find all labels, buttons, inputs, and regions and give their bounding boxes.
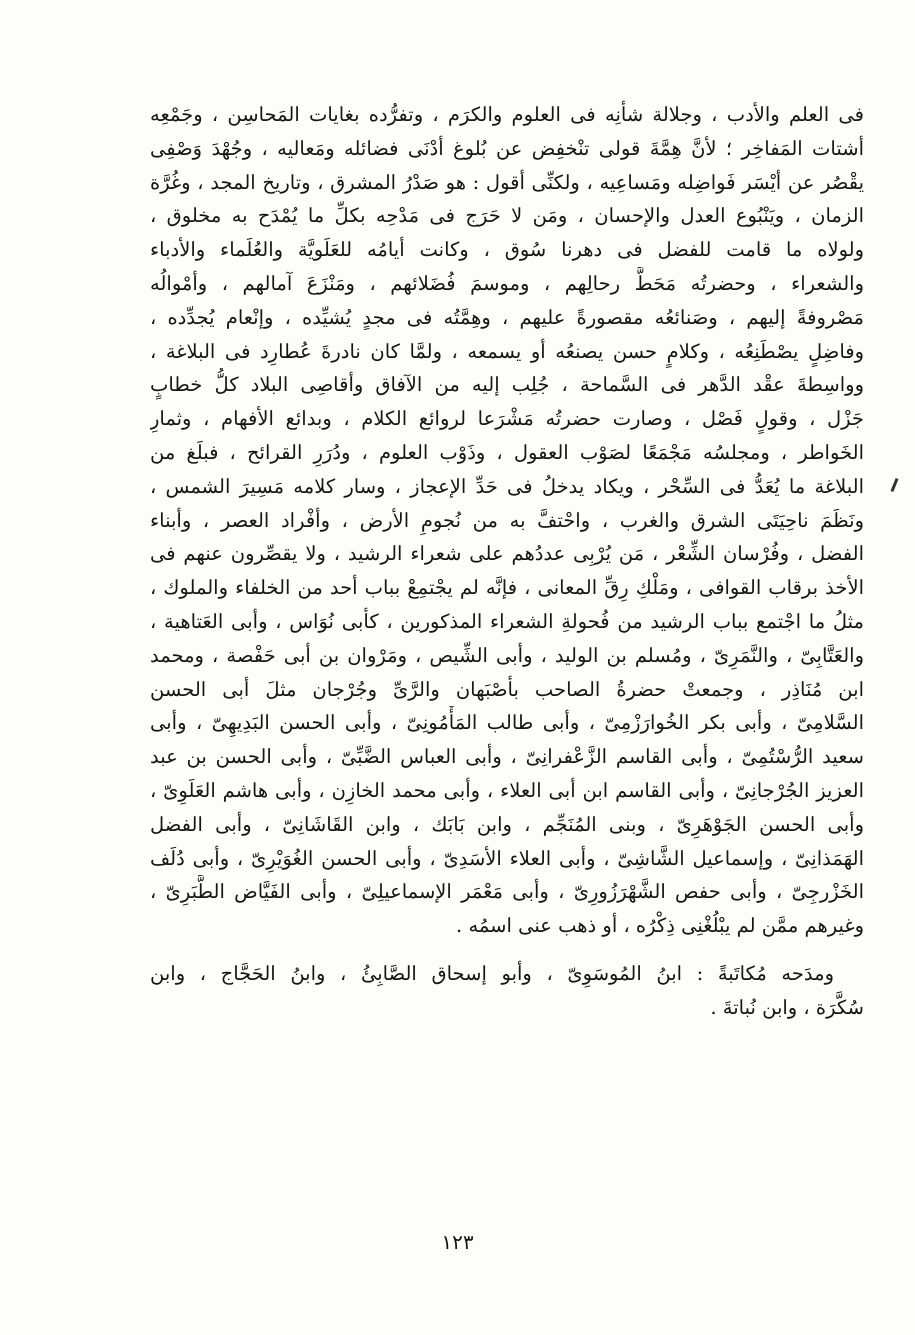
main-text bbox=[150, 98, 864, 1025]
text-line: العزيز الجُرْجانِىّ ، وأبى القاسم ابن أبى العلاء ، وأبى محمد الخازِن ، وأبى هاشم العَلَوِىّ ، bbox=[150, 778, 864, 802]
text-line: والعَتَّابِىّ ، والنَّمَرِىّ ، ومُسلم بن الوليد ، وأبى الشِّيص ، ومَرْوان بن أبى حَفْصة ، ومحمد bbox=[150, 643, 864, 667]
text-line: السَّلامِىّ ، وأبى بكر الخُوارَزْمِىّ ، وأبى طالب المَأْمُونِىّ ، وأبى الحسن البَدِيهِىّ ، وأبى bbox=[150, 711, 864, 735]
paragraph-1 bbox=[150, 98, 864, 943]
text-line: الخَواطر ، ومجلسُه مَجْمَعًا لصَوْب العقول ، وذَوْب العلوم ، ودُرَرِ القرائح ، فبلَغ من bbox=[150, 440, 864, 464]
page-number: ١٢٣ bbox=[441, 1230, 474, 1254]
text-line: الهَمَذانِىّ ، وإسماعيل الشَّاشِىّ ، وأبى العلاء الأسَدِىّ ، وأبى الحسن الغُوَيْرِىّ ، وأبى دُلَف bbox=[150, 846, 864, 870]
margin-mark bbox=[890, 478, 898, 492]
text-line: الزمان ، ويَنْبُوع العدل والإحسان ، ومَن لا حَرَج فى مَدْحِه بكلِّ ما يُمْدَح به مخلوق ، bbox=[150, 204, 864, 228]
text-line: وغيرهم ممَّن لم يبْلُغْنِى ذِكْرُه ، أو ذهب عنى اسمُه . bbox=[456, 914, 864, 938]
text-line: وواسِطةَ عقْد الدَّهر فى السَّماحة ، جُلِب إليه من الآفاق وأقاصِى البلاد كلُّ خطابٍ bbox=[150, 373, 864, 397]
text-line: البلاغة ما يُعَدُّ فى السِّحْر ، ويكاد يدخلُ فى حَدِّ الإعجاز ، وسار كلامه مَسِيرَ الشمس ، bbox=[150, 474, 864, 498]
text-line: مثلُ ما اجْتمع بباب الرشيد من فُحولةِ الشعراء المذكورين ، كأبى نُوَاس ، وأبى العَتاهية ، bbox=[150, 609, 864, 633]
text-line: أشتات المَفاخِر ؛ لأنَّ هِمَّةَ قولى تنْخفِض عن بُلوغ أدْنَى فضائله ومَعاليه ، وجُهْدَ وَصْفِى bbox=[150, 136, 864, 160]
text-line: الفضل ، وفُرْسان الشِّعْر ، مَن يُرْبِى عددُهم على شعراء الرشيد ، ولا يقصِّرون عنهم فى bbox=[150, 542, 864, 566]
text-line: مَصْروفةً إليهم ، وصَنائعُه مقصورةً عليهم ، وهِمَّتُه فى مجدٍ يُشيِّده ، وإنْعام يُجدِّده ، bbox=[150, 305, 864, 329]
text-line: يقْصُر عن أيْسَر فَواضِله ومَساعِيه ، ولكنِّى أقول : هو صَدْرُ المشرق ، وتاريخ المجد ، وغُرَّة bbox=[150, 170, 864, 194]
paragraph-2 bbox=[150, 957, 864, 1025]
text-line: جَزْل ، وقولٍ فَصْل ، وصارت حضرتُه مَشْرَعا لروائع الكلام ، وبدائع الأفهام ، وثمارِ bbox=[150, 407, 864, 431]
text-line: والشعراء ، وحضرتُه مَحَطَّ رحالِهم ، وموسمَ فُضَلائهم ، ومَنْزَعَ آمالهم ، وأمْوالُه bbox=[150, 271, 864, 295]
text-line: ابن مُنَاذِر ، وجمعتْ حضرةُ الصاحب بأصْبَهان والرَّىِّ وجُرْجان مثلَ أبى الحسن bbox=[150, 677, 864, 701]
text-line: الخَزْرجِىّ ، وأبى حفص الشَّهْرَزُورِىّ ، وأبى مَعْمَر الإسماعيلِىّ ، وأبى الفَيَّاض الطَّبَرِىّ ، bbox=[150, 880, 864, 904]
text-line: سعيد الرُّسْتُمِىّ ، وأبى القاسم الزَّعْفرانِىّ ، وأبى العباس الضَّبِّىّ ، وأبى الحسن بن عبد bbox=[150, 745, 864, 769]
text-line: فى العلم والأدب ، وجلالة شأنِه فى العلوم والكرَم ، وتفرُّده بغايات المَحاسِن ، وجَمْعِه bbox=[150, 103, 864, 126]
text-line: وفاضِلٍ يصْطَنِعُه ، وكلامٍ حسن يصنعُه أو يسمعه ، ولمَّا كان نادرةَ عُطارِد فى البلاغة ، bbox=[150, 339, 864, 363]
text-line: وأبى الحسن الجَوْهَرِىّ ، وبنى المُنَجِّم ، وابن بَابَك ، وابن القَاشَانِىّ ، وأبى الفضل bbox=[150, 812, 864, 836]
text-line: الأخذ برقاب القوافى ، ومَلْكِ رِقِّ المعانى ، فإنَّه لم يجْتمِعْ بباب أحد من الخلفاء والملوك ، bbox=[150, 576, 864, 600]
text-line: سُكَّرَة ، وابن نُباتةَ . bbox=[710, 995, 864, 1019]
text-line: ونَظَمَ ناحِيَتَى الشرق والغرب ، واحْتفَّ به من نُجومِ الأرض ، وأفْراد العصر ، وأبناء bbox=[150, 508, 864, 532]
text-line: ولولاه ما قامت للفضل فى دهرنا سُوق ، وكانت أيامُه للعَلَويَّة والعُلَماء والأدباء bbox=[150, 238, 864, 262]
text-line: ومدَحه مُكاتَبةً : ابنُ المُوسَوِىّ ، وأبو إسحاق الصَّابِئُ ، وابنُ الحَجَّاج ، وابن bbox=[150, 961, 834, 985]
